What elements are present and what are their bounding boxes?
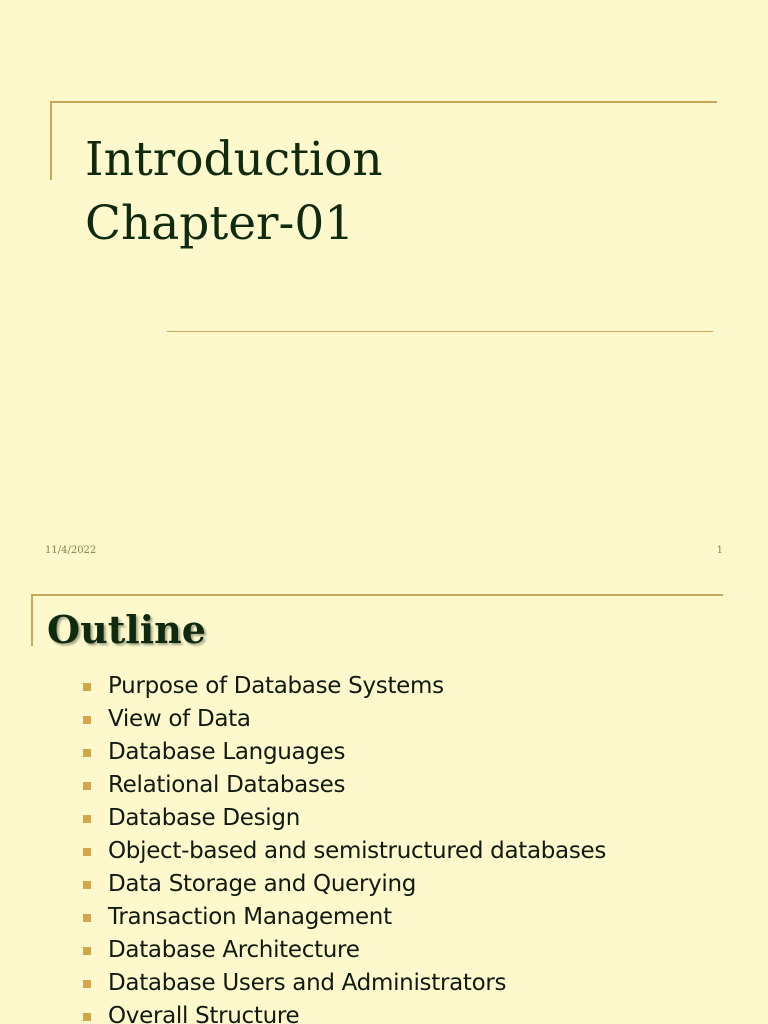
- list-item: [80, 967, 606, 1000]
- list-item-text: Database Architecture: [108, 937, 360, 963]
- list-item-text: Purpose of Database Systems: [108, 673, 444, 699]
- list-item: [80, 835, 606, 868]
- list-item-text: Database Design: [108, 805, 300, 831]
- square-bullet-icon: [83, 914, 91, 922]
- frame-top-rule: [31, 594, 723, 596]
- subtitle-divider: [167, 331, 713, 332]
- list-item-text: View of Data: [108, 706, 251, 732]
- list-item: [80, 703, 606, 736]
- list-item-text: Object-based and semistructured databases: [108, 838, 607, 864]
- list-item-text: Relational Databases: [108, 772, 346, 798]
- list-item-text: Database Languages: [108, 739, 346, 765]
- outline-list: [80, 670, 606, 1024]
- list-item: [80, 670, 606, 703]
- title-line-introduction: Introduction: [85, 132, 383, 187]
- square-bullet-icon: [83, 947, 91, 955]
- outline-slide: [0, 576, 768, 1024]
- square-bullet-icon: [83, 815, 91, 823]
- square-bullet-icon: [83, 749, 91, 757]
- frame-left-rule: [31, 594, 33, 646]
- square-bullet-icon: [83, 980, 91, 988]
- title-line-chapter: Chapter-01: [85, 196, 355, 251]
- list-item: [80, 1000, 606, 1024]
- list-item: [80, 736, 606, 769]
- list-item-text: Transaction Management: [108, 904, 392, 930]
- page-number: 1: [716, 545, 723, 556]
- list-item-text: Database Users and Administrators: [108, 970, 507, 996]
- list-item-text: Data Storage and Querying: [108, 871, 417, 897]
- frame-left-rule: [50, 101, 52, 180]
- square-bullet-icon: [83, 1013, 91, 1021]
- square-bullet-icon: [83, 782, 91, 790]
- square-bullet-icon: [83, 683, 91, 691]
- list-item: [80, 802, 606, 835]
- list-item: [80, 868, 606, 901]
- square-bullet-icon: [83, 716, 91, 724]
- list-item-text: Overall Structure: [108, 1003, 300, 1024]
- square-bullet-icon: [83, 881, 91, 889]
- list-item: [80, 934, 606, 967]
- outline-title: Outline: [47, 607, 206, 652]
- slide-title: [85, 128, 383, 256]
- square-bullet-icon: [83, 848, 91, 856]
- list-item: [80, 901, 606, 934]
- frame-top-rule: [50, 101, 717, 103]
- footer-date: 11/4/2022: [45, 545, 97, 556]
- list-item: [80, 769, 606, 802]
